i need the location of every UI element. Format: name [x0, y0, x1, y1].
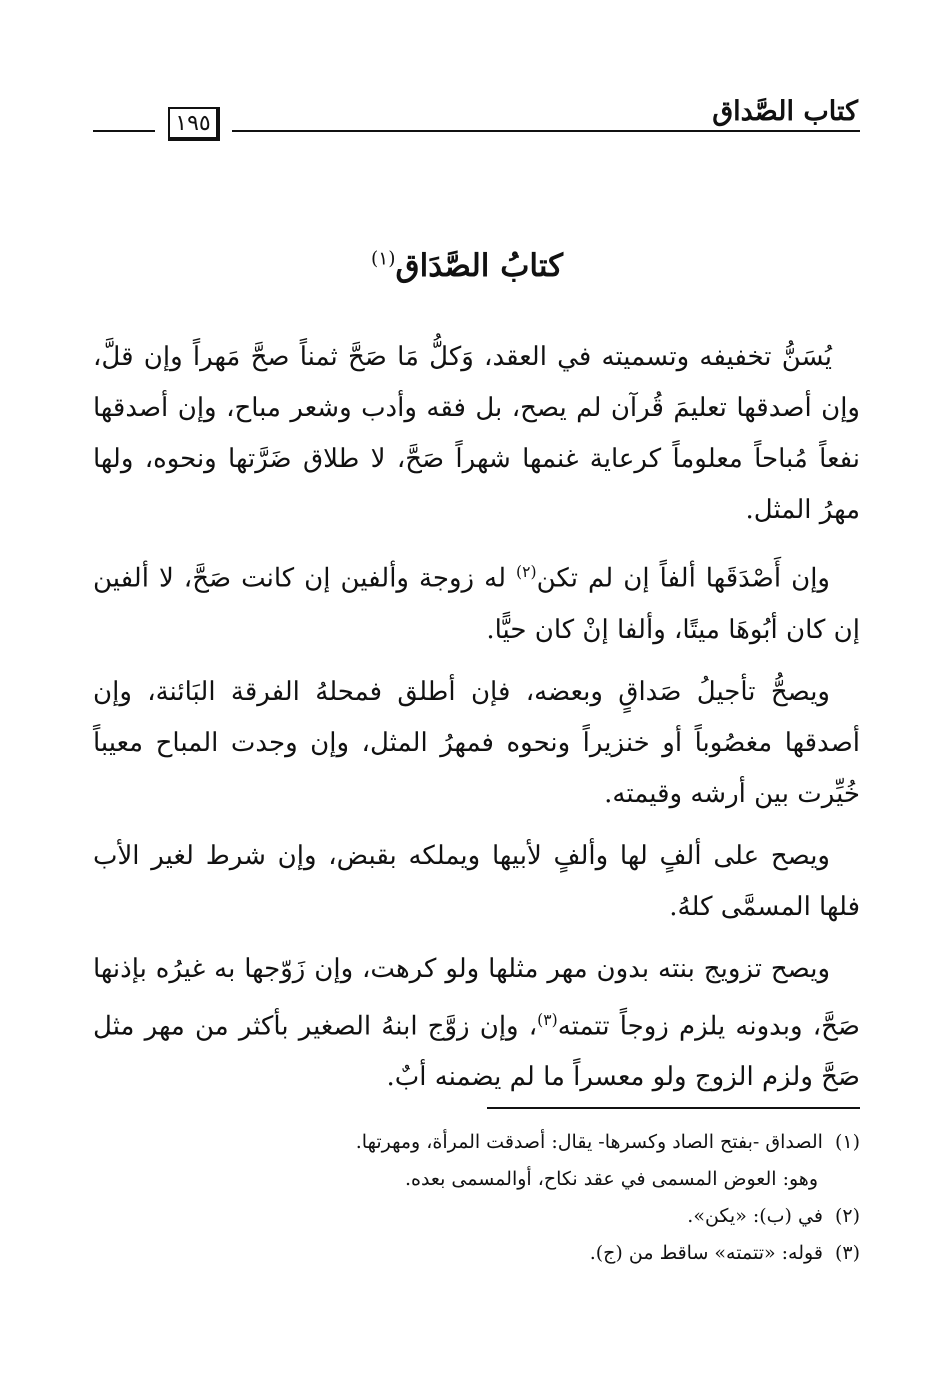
footnote-separator	[487, 1107, 860, 1109]
page-number: ١٩٥	[168, 107, 220, 141]
header-rule-short	[93, 130, 155, 132]
footnote-item	[93, 1198, 860, 1235]
footnotes	[93, 1124, 860, 1272]
body-text	[93, 332, 860, 1114]
footnote-number: (٣)	[834, 1242, 860, 1264]
footnote-number: (٢)	[834, 1205, 860, 1227]
footnote-reference: (١)	[371, 248, 396, 270]
running-header-title: كتاب الصَّداق	[712, 96, 858, 127]
footnote-number: (١)	[834, 1131, 860, 1153]
paragraph: يُسَنُّ تخفيفه وتسميته في العقد، وَكلُّ مَا صَحَّ ثمناً صحَّ مَهراً وإن قلَّ، وإن أصدقها تعليمَ قُرآن لم يصح، بل فقه وأدب وشعر مباح، وإن أصدقها نفعاً مُباحاً معلوماً كرعاية غنمها شهراً صَحَّ، لا طلاق ضَرَّتها ونحوه، ولها مهرُ المثل.	[93, 342, 860, 525]
paragraph	[93, 944, 860, 1104]
paragraph-text: ، وإن زوَّج ابنهُ الصغير بأكثر من مهر مثل صَحَّ ولزم الزوج ولو معسراً ما لم يضمنه أبٌ.	[93, 1011, 860, 1093]
paragraph-text: وإن أَصْدَقَها ألفاً إن لم تكن	[536, 563, 830, 594]
chapter-title	[0, 248, 934, 284]
paragraph: ويصح على ألفٍ لها وألفٍ لأبيها ويملكه بقبض، وإن شرط لغير الأب فلها المسمَّى كلهُ.	[93, 840, 860, 922]
footnote-text: في (ب): «يكن».	[687, 1205, 823, 1227]
footnote-text: قوله: «تتمته» ساقط من (ج).	[589, 1242, 823, 1264]
footnote-item	[93, 1161, 860, 1198]
chapter-title-text: كتابُ الصَّدَاق	[395, 248, 563, 284]
paragraph-text: له زوجة وألفين إن كانت صَحَّ، لا ألفين إن كان أبُوهَا ميتًا، وألفا إنْ كان حيًّا.	[93, 563, 860, 645]
footnote-reference: (٣)	[537, 1010, 558, 1029]
footnote-reference: (٢)	[516, 563, 537, 581]
footnote-text: الصداق -بفتح الصاد وكسرها- يقال: أصدقت المرأة، ومهرتها.	[355, 1131, 823, 1153]
paragraph	[93, 547, 860, 656]
header-rule	[232, 130, 860, 132]
paragraph: ويصحُّ تأجيلُ صَداقٍ وبعضه، فإن أطلق فمحلهُ الفرقة البَائنة، وإن أصدقها مغصُوباً أو خنزيراً ونحوه فمهرُ المثل، وإن وجدت المباح معيباً خُيِّرت بين أرشه وقيمته.	[93, 676, 860, 809]
paragraph-text: ويصح تزويج بنته بدون مهر مثلها ولو كرهت، وإن زَوّجها به غيرُه بإذنها صَحَّ، وبدونه يلزم زوجاً تتمته	[93, 953, 860, 1042]
footnote-item	[93, 1124, 860, 1161]
footnote-text: وهو: العوض المسمى في عقد نكاح، أوالمسمى بعده.	[404, 1168, 818, 1190]
footnote-item	[93, 1235, 860, 1272]
